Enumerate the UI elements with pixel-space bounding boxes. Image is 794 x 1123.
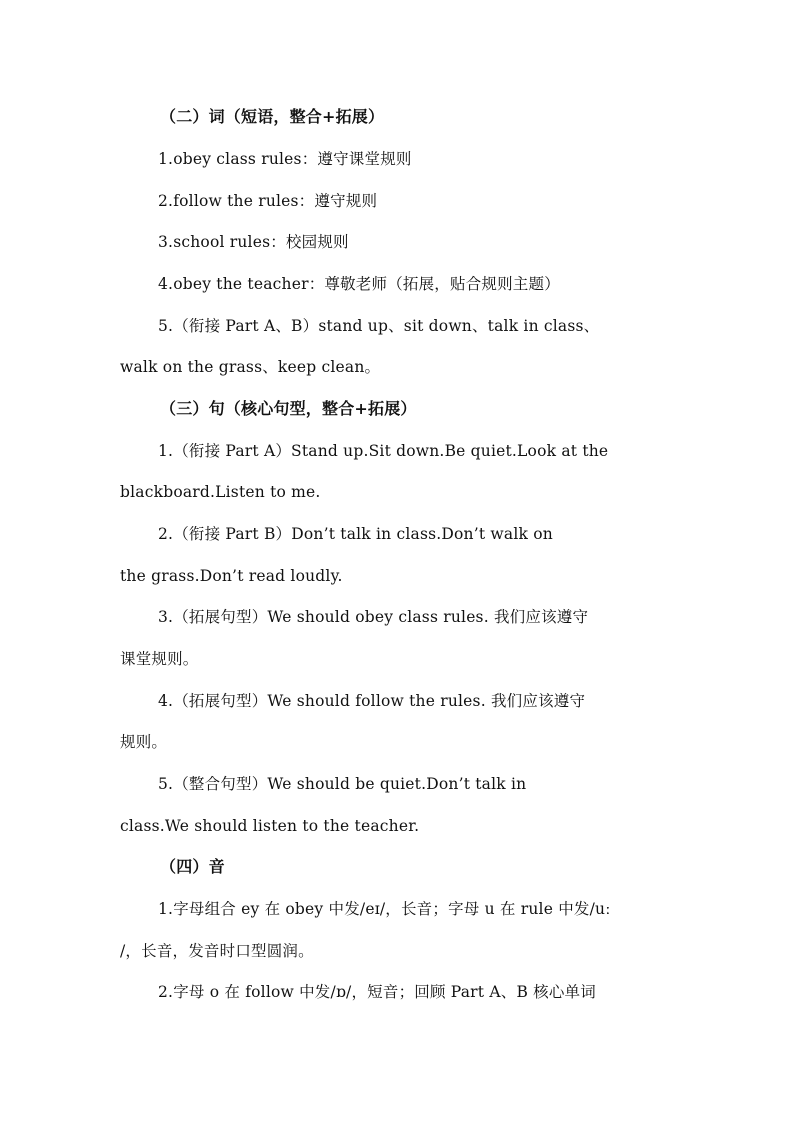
- section-heading-words: （二）词（短语，整合+拓展）: [160, 107, 385, 126]
- sentence-5-line-2: class.We should listen to the teacher.: [120, 817, 420, 835]
- sentence-1-line-1: 1.（衔接 Part A）Stand up.Sit down.Be quiet.Look at the: [158, 442, 609, 460]
- sentence-2-line-1: 2.（衔接 Part B）Don’t talk in class.Don’t walk on: [158, 525, 553, 543]
- word-item-3: 3.school rules：校园规则: [158, 233, 349, 251]
- sound-point-2-line-1: 2.字母 o 在 follow 中发/ɒ/，短音；回顾 Part A、B 核心单词: [158, 983, 596, 1001]
- word-item-1: 1.obey class rules：遵守课堂规则: [158, 150, 412, 168]
- section-heading-sounds: （四）音: [160, 857, 225, 876]
- word-item-2: 2.follow the rules：遵守规则: [158, 192, 378, 210]
- sentence-1-line-2: blackboard.Listen to me.: [120, 483, 321, 501]
- word-item-4: 4.obey the teacher：尊敬老师（拓展，贴合规则主题）: [158, 275, 560, 293]
- sentence-4-line-2: 规则。: [120, 733, 168, 751]
- sentence-3-line-1: 3.（拓展句型）We should obey class rules. 我们应该遵守: [158, 608, 589, 626]
- sentence-4-line-1: 4.（拓展句型）We should follow the rules. 我们应该遵守: [158, 692, 586, 710]
- sentence-5-line-1: 5.（整合句型）We should be quiet.Don’t talk in: [158, 775, 527, 793]
- sound-point-1-line-2: /，长音，发音时口型圆润。: [120, 942, 314, 960]
- sentence-2-line-2: the grass.Don’t read loudly.: [120, 567, 343, 585]
- word-item-5-line-1: 5.（衔接 Part A、B）stand up、sit down、talk in class、: [158, 317, 600, 335]
- word-item-5-line-2: walk on the grass、keep clean。: [120, 358, 381, 376]
- section-heading-sentences: （三）句（核心句型，整合+拓展）: [160, 399, 417, 418]
- sentence-3-line-2: 课堂规则。: [120, 650, 199, 668]
- sound-point-1-line-1: 1.字母组合 ey 在 obey 中发/eɪ/，长音；字母 u 在 rule 中发/uː: [158, 900, 611, 918]
